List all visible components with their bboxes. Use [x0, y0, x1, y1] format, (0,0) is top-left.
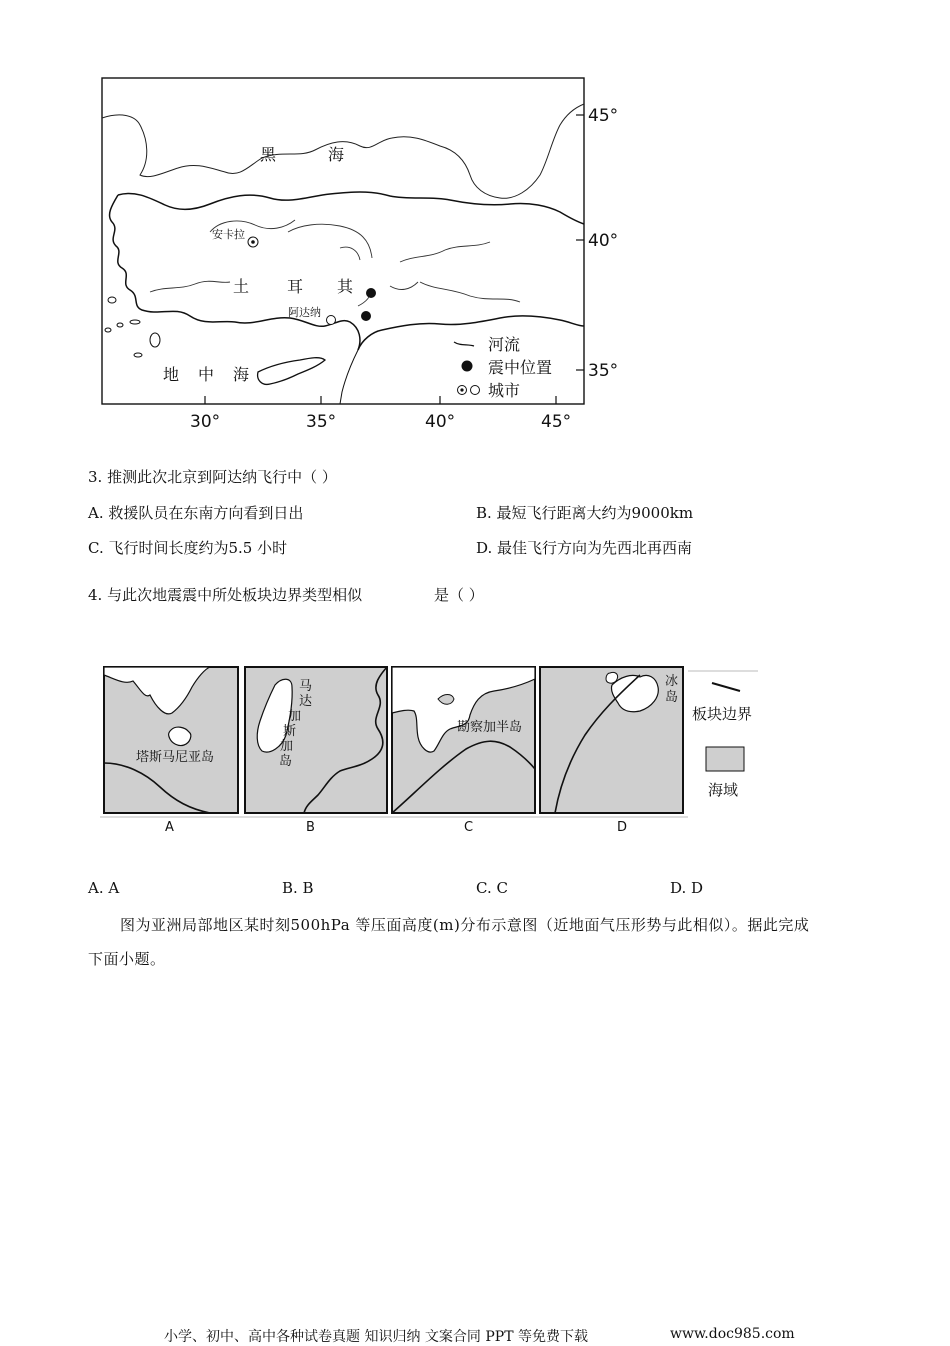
panel-d: [540, 667, 683, 835]
lat-label-40: 40°: [588, 231, 619, 251]
lon-label-45: 45°: [541, 412, 572, 432]
med-sea-label-2: 中: [198, 365, 215, 384]
rivers: [150, 220, 520, 306]
panel-c-label: C: [464, 820, 474, 835]
turkey-label-2: 耳: [287, 277, 304, 296]
plate-boundary-maps: [0, 655, 950, 840]
question-4-option-c[interactable]: C. C: [476, 879, 508, 897]
turkey-west-south-coast: [110, 195, 360, 350]
madagascar-char-4: 斯: [283, 724, 297, 739]
legend-boundary-label: 板块边界: [692, 705, 753, 723]
map-frame: [102, 78, 584, 404]
epicenter-2: [361, 311, 371, 321]
med-sea-label-3: 海: [233, 365, 250, 384]
question-4-stem-part2: 是（ ）: [434, 586, 484, 604]
question-3-stem: 3. 推测此次北京到阿达纳飞行中（ ）: [88, 468, 337, 486]
question-4-option-d[interactable]: D. D: [670, 879, 704, 897]
lon-label-40: 40°: [425, 412, 456, 432]
panel-a-label: A: [165, 820, 174, 835]
panel-b: [245, 667, 387, 835]
question-3-option-a[interactable]: A. 救援队员在东南方向看到日出: [88, 504, 304, 522]
legend-city-label: 城市: [488, 381, 521, 400]
tasmania-label: 塔斯马尼亚岛: [136, 750, 215, 765]
footer-url[interactable]: www.doc985.com: [670, 1326, 795, 1342]
question-3-option-d[interactable]: D. 最佳飞行方向为先西北再西南: [476, 539, 693, 557]
epicenter-1: [366, 288, 376, 298]
madagascar-char-5: 加: [280, 739, 294, 754]
levant-coast: [340, 350, 358, 404]
kamchatka-label: 勘察加半岛: [457, 720, 523, 735]
ankara-label: 安卡拉: [212, 228, 245, 241]
panel-c: [392, 667, 535, 835]
madagascar-char-1: 马: [299, 679, 313, 694]
legend-city-symbol: [471, 386, 480, 395]
intro-line-2: 下面小题。: [88, 950, 166, 968]
turkey-label-1: 土: [233, 277, 250, 296]
legend-river-symbol: [454, 342, 474, 346]
lat-label-35: 35°: [588, 361, 619, 381]
iceland-char-1: 冰: [665, 674, 679, 689]
aegean-islands: [105, 297, 160, 357]
legend-sea-label: 海域: [708, 781, 739, 799]
adana-label: 阿达纳: [288, 306, 321, 319]
question-3-option-b[interactable]: B. 最短飞行距离大约为9000km: [476, 504, 694, 522]
med-sea-label-1: 地: [163, 365, 180, 384]
legend-sea-symbol: [706, 747, 744, 771]
madagascar-char-2: 达: [299, 694, 313, 709]
question-4-stem-part1: 4. 与此次地震震中所处板块边界类型相似: [88, 586, 363, 604]
panel-a: [104, 667, 238, 835]
iceland-char-2: 岛: [665, 690, 679, 705]
legend-river-label: 河流: [488, 335, 521, 354]
black-sea-label-1: 黑: [260, 145, 277, 164]
legend-boundary-symbol: [712, 683, 740, 691]
panel-b-label: B: [306, 820, 315, 835]
black-sea-label-2: 海: [328, 145, 345, 164]
madagascar-char-6: 岛: [279, 754, 293, 769]
footer-text: 小学、初中、高中各种试卷真题 知识归纳 文案合同 PPT 等免费下载: [164, 1329, 588, 1345]
panel-d-label: D: [617, 820, 628, 835]
legend-epicenter-label: 震中位置: [488, 358, 553, 377]
lat-label-45: 45°: [588, 106, 619, 126]
turkey-label-3: 其: [337, 277, 354, 296]
question-4-option-a[interactable]: A. A: [88, 879, 120, 897]
madagascar-char-3: 加: [288, 709, 302, 724]
legend-epicenter-symbol: [462, 361, 473, 372]
question-3-option-c[interactable]: C. 飞行时间长度约为5.5 小时: [88, 539, 288, 557]
question-4-option-b[interactable]: B. B: [282, 879, 314, 897]
cyprus: [258, 358, 325, 385]
turkey-earthquake-map: [0, 0, 950, 440]
lon-label-30: 30°: [190, 412, 221, 432]
adana-city-marker: [327, 316, 336, 325]
intro-line-1: 图为亚洲局部地区某时刻500hPa 等压面高度(m)分布示意图（近地面气压形势与此相似）。据此完成: [120, 916, 810, 934]
lon-label-35: 35°: [306, 412, 337, 432]
